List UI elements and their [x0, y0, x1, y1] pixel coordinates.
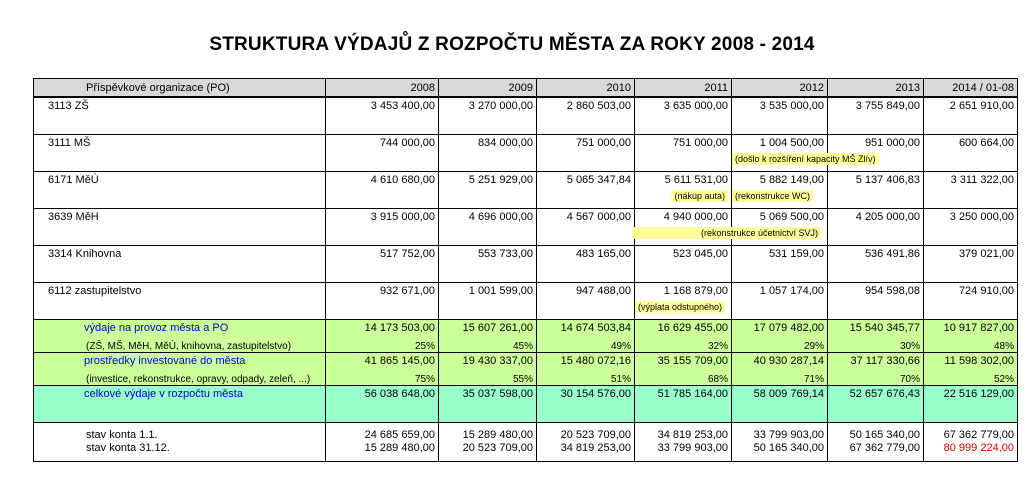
end-balance: 20 523 709,00	[462, 442, 533, 454]
cell-percent: 25%	[326, 338, 439, 353]
note-meu-2012: (rekonstrukce WC)	[732, 190, 813, 202]
table-row	[34, 209, 1018, 246]
end-balance: 80 999 224,00	[943, 442, 1014, 454]
cell-value: 3 535 000,00	[732, 97, 828, 135]
note-meu-2011: (nákup auta)	[671, 190, 728, 202]
end-balance: 67 362 779,00	[849, 442, 920, 454]
account-labels	[34, 423, 326, 462]
cell-value: 531 159,00	[732, 246, 828, 283]
cell-value: 15 607 261,00	[439, 320, 537, 339]
row-label: 3113 ZŠ	[34, 97, 326, 135]
cell-value: 35 037 598,00	[439, 386, 537, 423]
cell-value: 4 205 000,00	[828, 209, 924, 246]
row-label: 6171 MěÚ	[34, 172, 326, 209]
cell-value: 4 610 680,00	[326, 172, 439, 209]
start-balance: 15 289 480,00	[462, 429, 533, 441]
row-label: 6112 zastupitelstvo	[34, 283, 326, 320]
cell-value: 37 117 330,66	[828, 353, 924, 372]
cell-value: 15 540 345,77	[828, 320, 924, 339]
header-year: 2010	[537, 79, 635, 98]
cell-percent: 55%	[439, 371, 537, 386]
header-year: 2008	[326, 79, 439, 98]
cell-value: 1 057 174,00	[732, 283, 828, 320]
cell-value: 523 045,00	[635, 246, 732, 283]
cell-value: 52 657 676,43	[828, 386, 924, 423]
note-ms-2012: (došlo k rozšíření kapacity MŠ Zlív)	[732, 153, 879, 165]
cell-value: 3 635 000,00	[635, 97, 732, 135]
cell-value: 3 755 849,00	[828, 97, 924, 135]
cell-value: 600 664,00	[924, 135, 1018, 172]
end-balance: 15 289 480,00	[364, 442, 435, 454]
cell-value-text: 1 168 879,00	[663, 285, 728, 297]
cell-value: 2 860 503,00	[537, 97, 635, 135]
end-balance-label: stav konta 31.12.	[86, 442, 170, 454]
cell-percent: 68%	[635, 371, 732, 386]
header-row	[34, 79, 1018, 98]
cell-value: 724 910,00	[924, 283, 1018, 320]
cell-value: 1 001 599,00	[439, 283, 537, 320]
table-row	[34, 246, 1018, 283]
cell-value	[635, 172, 732, 209]
cell-value	[635, 283, 732, 320]
cell-value: 5 069 500,00	[732, 209, 828, 246]
cell-value-text: 4 940 000,00	[663, 211, 728, 223]
row-label: 3314 Knihovna	[34, 246, 326, 283]
invest-label: prostředky investované do města	[34, 353, 326, 372]
cell-value: 3 250 000,00	[924, 209, 1018, 246]
header-year: 2014 / 01-08	[924, 79, 1018, 98]
start-balance: 20 523 709,00	[560, 429, 631, 441]
start-balance: 33 799 903,00	[753, 429, 824, 441]
cell-value: 379 021,00	[924, 246, 1018, 283]
cell-value-text: 5 882 149,00	[759, 174, 824, 186]
cell-value: 3 453 400,00	[326, 97, 439, 135]
cell-value: 3 915 000,00	[326, 209, 439, 246]
provoz-label: výdaje na provoz města a PO	[34, 320, 326, 339]
cell-value: 744 000,00	[326, 135, 439, 172]
cell-value: 5 251 929,00	[439, 172, 537, 209]
provoz-percent-row	[34, 338, 1018, 353]
cell-value: 2 651 910,00	[924, 97, 1018, 135]
cell-value: 58 009 769,14	[732, 386, 828, 423]
cell-percent: 29%	[732, 338, 828, 353]
balance-cell	[924, 423, 1018, 462]
cell-percent: 49%	[537, 338, 635, 353]
cell-value: 22 516 129,00	[924, 386, 1018, 423]
cell-value: 3 270 000,00	[439, 97, 537, 135]
header-year: 2013	[828, 79, 924, 98]
header-year: 2009	[439, 79, 537, 98]
end-balance: 34 819 253,00	[560, 442, 631, 454]
cell-percent: 45%	[439, 338, 537, 353]
header-year: 2012	[732, 79, 828, 98]
balance-cell	[537, 423, 635, 462]
balance-cell	[635, 423, 732, 462]
balance-cell	[732, 423, 828, 462]
cell-value	[732, 172, 828, 209]
budget-table	[33, 78, 1018, 462]
total-label: celkové výdaje v rozpočtu města	[34, 386, 326, 423]
balance-cell	[828, 423, 924, 462]
cell-value: 4 696 000,00	[439, 209, 537, 246]
cell-value: 834 000,00	[439, 135, 537, 172]
row-label: 3111 MŠ	[34, 135, 326, 172]
balance-cell	[439, 423, 537, 462]
cell-value: 483 165,00	[537, 246, 635, 283]
cell-value: 536 491,86	[828, 246, 924, 283]
start-balance: 67 362 779,00	[943, 429, 1014, 441]
cell-value: 35 155 709,00	[635, 353, 732, 372]
cell-value: 17 079 482,00	[732, 320, 828, 339]
cell-value: 14 674 503,84	[537, 320, 635, 339]
cell-value: 19 430 337,00	[439, 353, 537, 372]
cell-value: 40 930 287,14	[732, 353, 828, 372]
start-balance: 24 685 659,00	[364, 429, 435, 441]
cell-value: 56 038 648,00	[326, 386, 439, 423]
page-title: STRUKTURA VÝDAJŮ Z ROZPOČTU MĚSTA ZA ROKY 2008 - 2014	[209, 34, 815, 55]
end-balance: 50 165 340,00	[753, 442, 824, 454]
invest-sublabel: (investice, rekonstrukce, opravy, odpady, zeleň, ...)	[34, 371, 326, 386]
note-zast-2011: (výplata odstupného)	[635, 301, 725, 313]
cell-value: 16 629 455,00	[635, 320, 732, 339]
cell-value: 15 480 072,16	[537, 353, 635, 372]
header-label: Příspěvkové organizace (PO)	[34, 79, 326, 98]
table-row	[34, 135, 1018, 172]
cell-value: 3 311 322,00	[924, 172, 1018, 209]
end-balance: 33 799 903,00	[657, 442, 728, 454]
provoz-row	[34, 320, 1018, 339]
cell-value-text: 1 004 500,00	[759, 137, 824, 149]
cell-value: 954 598,08	[828, 283, 924, 320]
cell-value: 932 671,00	[326, 283, 439, 320]
cell-percent: 48%	[924, 338, 1018, 353]
start-balance: 34 819 253,00	[657, 429, 728, 441]
cell-percent: 70%	[828, 371, 924, 386]
invest-row	[34, 353, 1018, 372]
table-row	[34, 97, 1018, 135]
balance-cell	[326, 423, 439, 462]
row-label: 3639 MěH	[34, 209, 326, 246]
cell-value: 4 567 000,00	[537, 209, 635, 246]
cell-value: 5 137 406,83	[828, 172, 924, 209]
cell-percent: 71%	[732, 371, 828, 386]
cell-value: 517 752,00	[326, 246, 439, 283]
cell-value: 751 000,00	[635, 135, 732, 172]
cell-value: 41 865 145,00	[326, 353, 439, 372]
total-row	[34, 386, 1018, 423]
cell-value: 751 000,00	[537, 135, 635, 172]
table-row	[34, 172, 1018, 209]
cell-value: 11 598 302,00	[924, 353, 1018, 372]
cell-value	[732, 135, 876, 172]
cell-value: 947 488,00	[537, 283, 635, 320]
cell-value: 5 065 347,84	[537, 172, 635, 209]
cell-percent: 51%	[537, 371, 635, 386]
invest-percent-row	[34, 371, 1018, 386]
note-meh-2011: (rekonstrukce účetnictví SVJ)	[632, 227, 821, 239]
cell-percent: 32%	[635, 338, 732, 353]
cell-percent: 52%	[924, 371, 1018, 386]
start-balance: 50 165 340,00	[849, 429, 920, 441]
provoz-sublabel: (ZŠ, MŠ, MěH, MěÚ, knihovna, zastupitelstvo)	[34, 338, 326, 353]
header-year: 2011	[635, 79, 732, 98]
cell-percent: 75%	[326, 371, 439, 386]
cell-value: 10 917 827,00	[924, 320, 1018, 339]
cell-value: 553 733,00	[439, 246, 537, 283]
table-row	[34, 283, 1018, 320]
account-balance-row	[34, 423, 1018, 462]
cell-value: 14 173 503,00	[326, 320, 439, 339]
start-balance-label: stav konta 1.1.	[86, 429, 158, 441]
cell-value: 51 785 164,00	[635, 386, 732, 423]
cell-value: 951 000,00	[828, 135, 924, 172]
cell-percent: 30%	[828, 338, 924, 353]
cell-value: 30 154 576,00	[537, 386, 635, 423]
cell-value-text: 5 611 531,00	[664, 174, 728, 186]
